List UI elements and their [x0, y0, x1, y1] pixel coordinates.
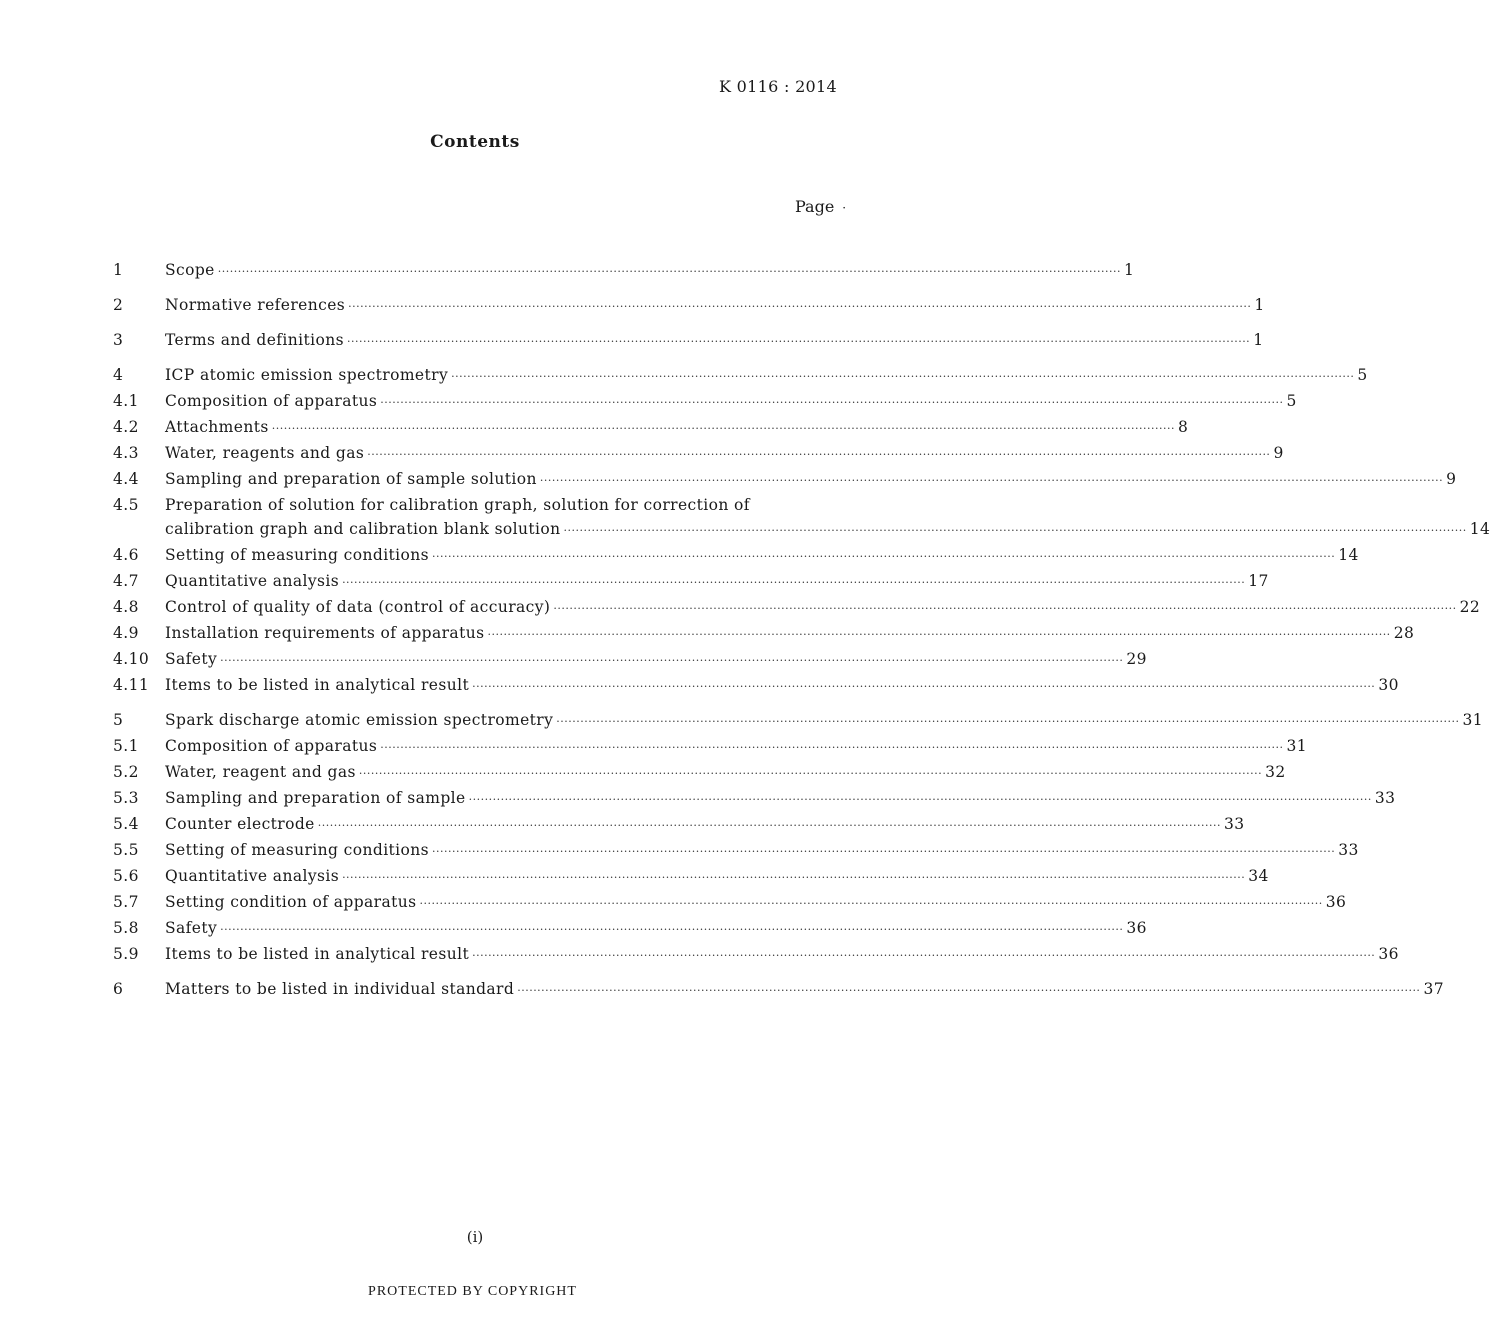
toc-entry-title: Water, reagent and gas: [165, 763, 356, 781]
dot-leader: [380, 736, 1283, 760]
toc-entry-title: Water, reagents and gas: [165, 444, 365, 462]
toc-group: [113, 258, 1135, 284]
toc-entry-page: 37: [1423, 980, 1444, 998]
toc-entry-page: 33: [1223, 815, 1245, 833]
toc-entry[interactable]: [113, 493, 1490, 543]
copyright-notice: PROTECTED BY COPYRIGHT: [368, 1284, 577, 1299]
toc-entry[interactable]: [113, 838, 1359, 864]
toc-entry-page: 14: [1338, 546, 1359, 564]
dot-leader: [380, 391, 1283, 415]
toc-entry-number: 4.2: [113, 418, 139, 436]
toc-entry-number: 5.8: [113, 919, 139, 937]
toc-entry-page: 5: [1286, 392, 1297, 410]
toc-entry-title: Scope: [165, 261, 215, 279]
toc-entry[interactable]: [113, 441, 1284, 467]
dot-leader: [220, 918, 1123, 942]
toc-entry[interactable]: [113, 977, 1444, 1003]
toc-entry-number: 6: [113, 980, 124, 998]
document-code: K 0116 : 2014: [719, 77, 837, 96]
toc-entry[interactable]: [113, 942, 1399, 968]
toc-entry-page: 29: [1126, 650, 1147, 668]
dot-leader: [472, 944, 1375, 968]
toc-group: [113, 293, 1265, 319]
dot-leader: [342, 571, 1245, 595]
toc-group: [113, 977, 1444, 1003]
toc-entry[interactable]: [113, 363, 1368, 389]
toc-entry-page: 33: [1374, 789, 1396, 807]
dot-leader: [348, 295, 1251, 319]
toc-entry[interactable]: [113, 569, 1269, 595]
toc-entry-title: Safety: [165, 650, 218, 668]
toc-entry[interactable]: [113, 647, 1147, 673]
toc-entry-number: 4.3: [113, 444, 139, 462]
toc-entry-title: Sampling and preparation of sample: [165, 789, 466, 807]
dot-leader: [556, 710, 1459, 734]
dot-leader: [218, 260, 1121, 284]
toc-group: [113, 328, 1264, 354]
dot-leader: [451, 365, 1354, 389]
toc-entry[interactable]: [113, 760, 1286, 786]
toc-entry-page: 1: [1253, 331, 1264, 349]
toc-group: [113, 363, 1490, 699]
page-column-label: [795, 197, 846, 216]
toc-entry-page: 8: [1177, 418, 1189, 436]
toc-entry[interactable]: [113, 673, 1399, 699]
toc-entry-number: 5.2: [113, 763, 139, 781]
toc-entry-page: 36: [1126, 919, 1147, 937]
toc-entry[interactable]: [113, 734, 1307, 760]
toc-entry[interactable]: [113, 467, 1457, 493]
dot-leader: [517, 979, 1420, 1003]
toc-entry-title: Quantitative analysis: [165, 572, 340, 590]
toc-entry-title: Safety: [165, 919, 218, 937]
dot-leader: [367, 443, 1270, 467]
dot-leader: [220, 649, 1123, 673]
toc-entry-page: 1: [1254, 296, 1265, 314]
toc-entry-page: 14: [1469, 520, 1490, 538]
toc-entry-page: 33: [1338, 841, 1359, 859]
toc-entry-title: ICP atomic emission spectrometry: [165, 366, 449, 384]
dot-leader: [318, 814, 1221, 838]
toc-entry[interactable]: [113, 864, 1269, 890]
dot-leader: [347, 330, 1250, 354]
toc-entry-page: 28: [1393, 624, 1415, 642]
toc-entry-number: 5.4: [113, 815, 139, 833]
toc-entry[interactable]: [113, 543, 1359, 569]
dot-leader: [419, 892, 1322, 916]
dot-leader: [342, 866, 1245, 890]
toc-entry-title: Attachments: [165, 418, 269, 436]
toc-entry[interactable]: [113, 621, 1415, 647]
toc-entry-page: 17: [1248, 572, 1269, 590]
toc-entry-number: 5.7: [113, 893, 139, 911]
toc-entry-number: 1: [113, 261, 124, 279]
toc-entry-title: Counter electrode: [165, 815, 315, 833]
toc-entry-title: Installation requirements of apparatus: [165, 624, 485, 642]
dot-leader: [553, 597, 1456, 621]
dot-leader: [487, 623, 1390, 647]
toc-entry-number: 4.11: [113, 676, 150, 694]
toc-entry-number: 4: [113, 366, 124, 384]
toc-entry[interactable]: [113, 389, 1297, 415]
toc-entry-title: calibration graph and calibration blank solution: [165, 520, 561, 538]
toc-entry-page: 31: [1286, 737, 1307, 755]
toc-entry-page: 9: [1446, 470, 1457, 488]
toc-entry-page: 22: [1459, 598, 1481, 616]
toc-entry-title: Terms and definitions: [165, 331, 344, 349]
toc-entry-page: 36: [1325, 893, 1347, 911]
dot-leader: [432, 545, 1335, 569]
toc-entry[interactable]: [113, 916, 1147, 942]
toc-entry-page: 31: [1462, 711, 1484, 729]
dot-leader: [359, 762, 1262, 786]
toc-entry[interactable]: [113, 890, 1347, 916]
toc-entry-title: Setting condition of apparatus: [165, 893, 417, 911]
toc-entry-number: 5.3: [113, 789, 139, 807]
toc-entry-number: 5.9: [113, 945, 139, 963]
toc-entry-number: 2: [113, 296, 124, 314]
toc-entry[interactable]: [113, 328, 1264, 354]
toc-group: [113, 708, 1484, 968]
page-title: Contents: [430, 132, 520, 152]
toc-entry[interactable]: [113, 415, 1189, 441]
toc-entry[interactable]: [113, 595, 1481, 621]
toc-entry-page: 1: [1123, 261, 1135, 279]
toc-entry-title: Control of quality of data (control of accuracy): [165, 598, 551, 616]
toc-entry-page: 9: [1273, 444, 1284, 462]
dot-leader: [272, 417, 1175, 441]
table-of-contents: [113, 258, 1490, 1012]
toc-entry-number: 5.5: [113, 841, 139, 859]
footer-page-number: (i): [466, 1228, 484, 1246]
toc-entry-number: 4.9: [113, 624, 139, 642]
toc-entry-title: Setting of measuring conditions: [165, 841, 430, 859]
toc-entry-page: 30: [1378, 676, 1399, 694]
toc-entry-number: 3: [113, 331, 124, 349]
toc-entry[interactable]: [113, 812, 1245, 838]
toc-entry-number: 4.6: [113, 546, 139, 564]
page-mark: ·: [842, 201, 847, 215]
page-label-text: Page: [795, 197, 835, 216]
dot-leader: [469, 788, 1372, 812]
toc-entry-number: 4.4: [113, 470, 139, 488]
toc-entry[interactable]: [113, 293, 1265, 319]
toc-entry-title: Quantitative analysis: [165, 867, 340, 885]
toc-entry-number: 4.10: [113, 650, 150, 668]
toc-entry-number: 4.8: [113, 598, 139, 616]
toc-entry-number: 4.7: [113, 572, 139, 590]
dot-leader: [432, 840, 1335, 864]
toc-entry-title: Items to be listed in analytical result: [165, 945, 470, 963]
toc-entry-title-line1: Preparation of solution for calibration graph, solution for correction of: [165, 496, 750, 514]
toc-entry-number: 5.1: [113, 737, 139, 755]
dot-leader: [472, 675, 1375, 699]
toc-entry-title: Normative references: [165, 296, 346, 314]
toc-entry[interactable]: [113, 258, 1135, 284]
dot-leader: [564, 519, 1467, 543]
toc-entry[interactable]: [113, 786, 1396, 812]
toc-entry-page: 36: [1378, 945, 1399, 963]
toc-entry-page: 34: [1248, 867, 1269, 885]
toc-entry-number: 4.1: [113, 392, 139, 410]
toc-entry-title: Matters to be listed in individual standard: [165, 980, 515, 998]
toc-entry-title: Items to be listed in analytical result: [165, 676, 470, 694]
toc-entry-page: 5: [1357, 366, 1368, 384]
toc-entry-title: Sampling and preparation of sample solution: [165, 470, 537, 488]
toc-entry-title: Composition of apparatus: [165, 392, 378, 410]
toc-entry-number: 5: [113, 711, 124, 729]
toc-entry-number: 5.6: [113, 867, 139, 885]
dot-leader: [540, 469, 1443, 493]
toc-entry-number: 4.5: [113, 496, 139, 514]
toc-entry-page: 32: [1265, 763, 1286, 781]
toc-entry-title: Setting of measuring conditions: [165, 546, 430, 564]
toc-entry-title: Spark discharge atomic emission spectrometry: [165, 711, 554, 729]
toc-entry-title: Composition of apparatus: [165, 737, 378, 755]
toc-entry[interactable]: [113, 708, 1484, 734]
